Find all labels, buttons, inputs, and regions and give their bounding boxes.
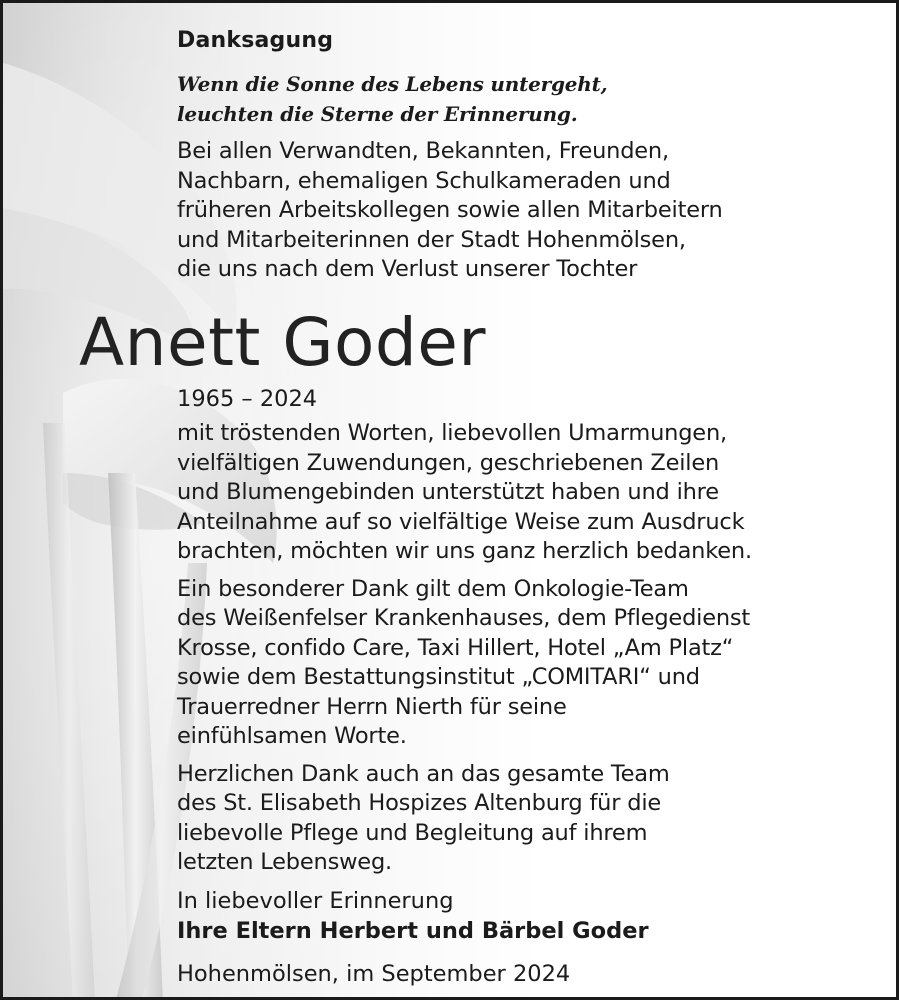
thanks-line: brachten, möchten wir uns ganz herzlich bedanken.: [177, 538, 752, 564]
motto-quote: [177, 69, 877, 129]
upper-text-block: [177, 25, 877, 293]
deceased-name: Anett Goder: [79, 304, 486, 381]
heading: Danksagung: [177, 28, 334, 53]
place-and-date: Hohenmölsen, im September 2024: [177, 960, 571, 987]
hospice-line: letzten Lebensweg.: [177, 849, 392, 875]
thanks-line: und Blumengebinden unterstützt haben und ihre: [177, 479, 719, 505]
hospice-line: liebevolle Pflege und Begleitung auf ihrem: [177, 819, 648, 846]
thanks-line: Anteilnahme auf so vielfältige Weise zum Ausdruck: [177, 508, 745, 535]
special-line: des Weißenfelser Krankenhauses, dem Pflegedienst: [177, 605, 751, 631]
lower-text-block: [177, 419, 877, 989]
intro-line: Nachbarn, ehemaligen Schulkameraden und: [177, 167, 671, 194]
intro-line: die uns nach dem Verlust unserer Tochter: [177, 256, 638, 282]
motto-line: Wenn die Sonne des Lebens untergeht,: [177, 72, 608, 96]
life-dates: 1965 – 2024: [177, 386, 318, 412]
special-line: einfühlsamen Worte.: [177, 723, 407, 749]
intro-line: und Mitarbeiterinnen der Stadt Hohenmölsen,: [177, 226, 686, 253]
signature: Ihre Eltern Herbert und Bärbel Goder: [177, 917, 649, 944]
thanks-line: mit tröstenden Worten, liebevollen Umarmungen,: [177, 420, 727, 446]
intro-line: Bei allen Verwandten, Bekannten, Freunden,: [177, 138, 669, 164]
special-line: Krosse, confido Care, Taxi Hillert, Hotel „Am Platz“: [177, 634, 734, 661]
intro-paragraph: [177, 137, 877, 285]
thanks-paragraph: [177, 419, 877, 567]
special-thanks-paragraph: [177, 575, 877, 752]
intro-line: früheren Arbeitskollegen sowie allen Mitarbeitern: [177, 197, 723, 223]
thanks-line: vielfältigen Zuwendungen, geschriebenen Zeilen: [177, 449, 720, 476]
hospice-line: Herzlichen Dank auch an das gesamte Team: [177, 760, 670, 787]
closing-phrase: In liebevoller Erinnerung: [177, 887, 454, 914]
special-line: sowie dem Bestattungsinstitut „COMITARI“ und: [177, 664, 700, 690]
hospice-line: des St. Elisabeth Hospizes Altenburg für die: [177, 790, 662, 816]
special-line: Ein besonderer Dank gilt dem Onkologie-Team: [177, 575, 689, 602]
hospice-thanks-paragraph: [177, 760, 877, 878]
special-line: Trauerredner Herrn Nierth für seine: [177, 693, 567, 720]
motto-line: leuchten die Sterne der Erinnerung.: [177, 102, 578, 126]
